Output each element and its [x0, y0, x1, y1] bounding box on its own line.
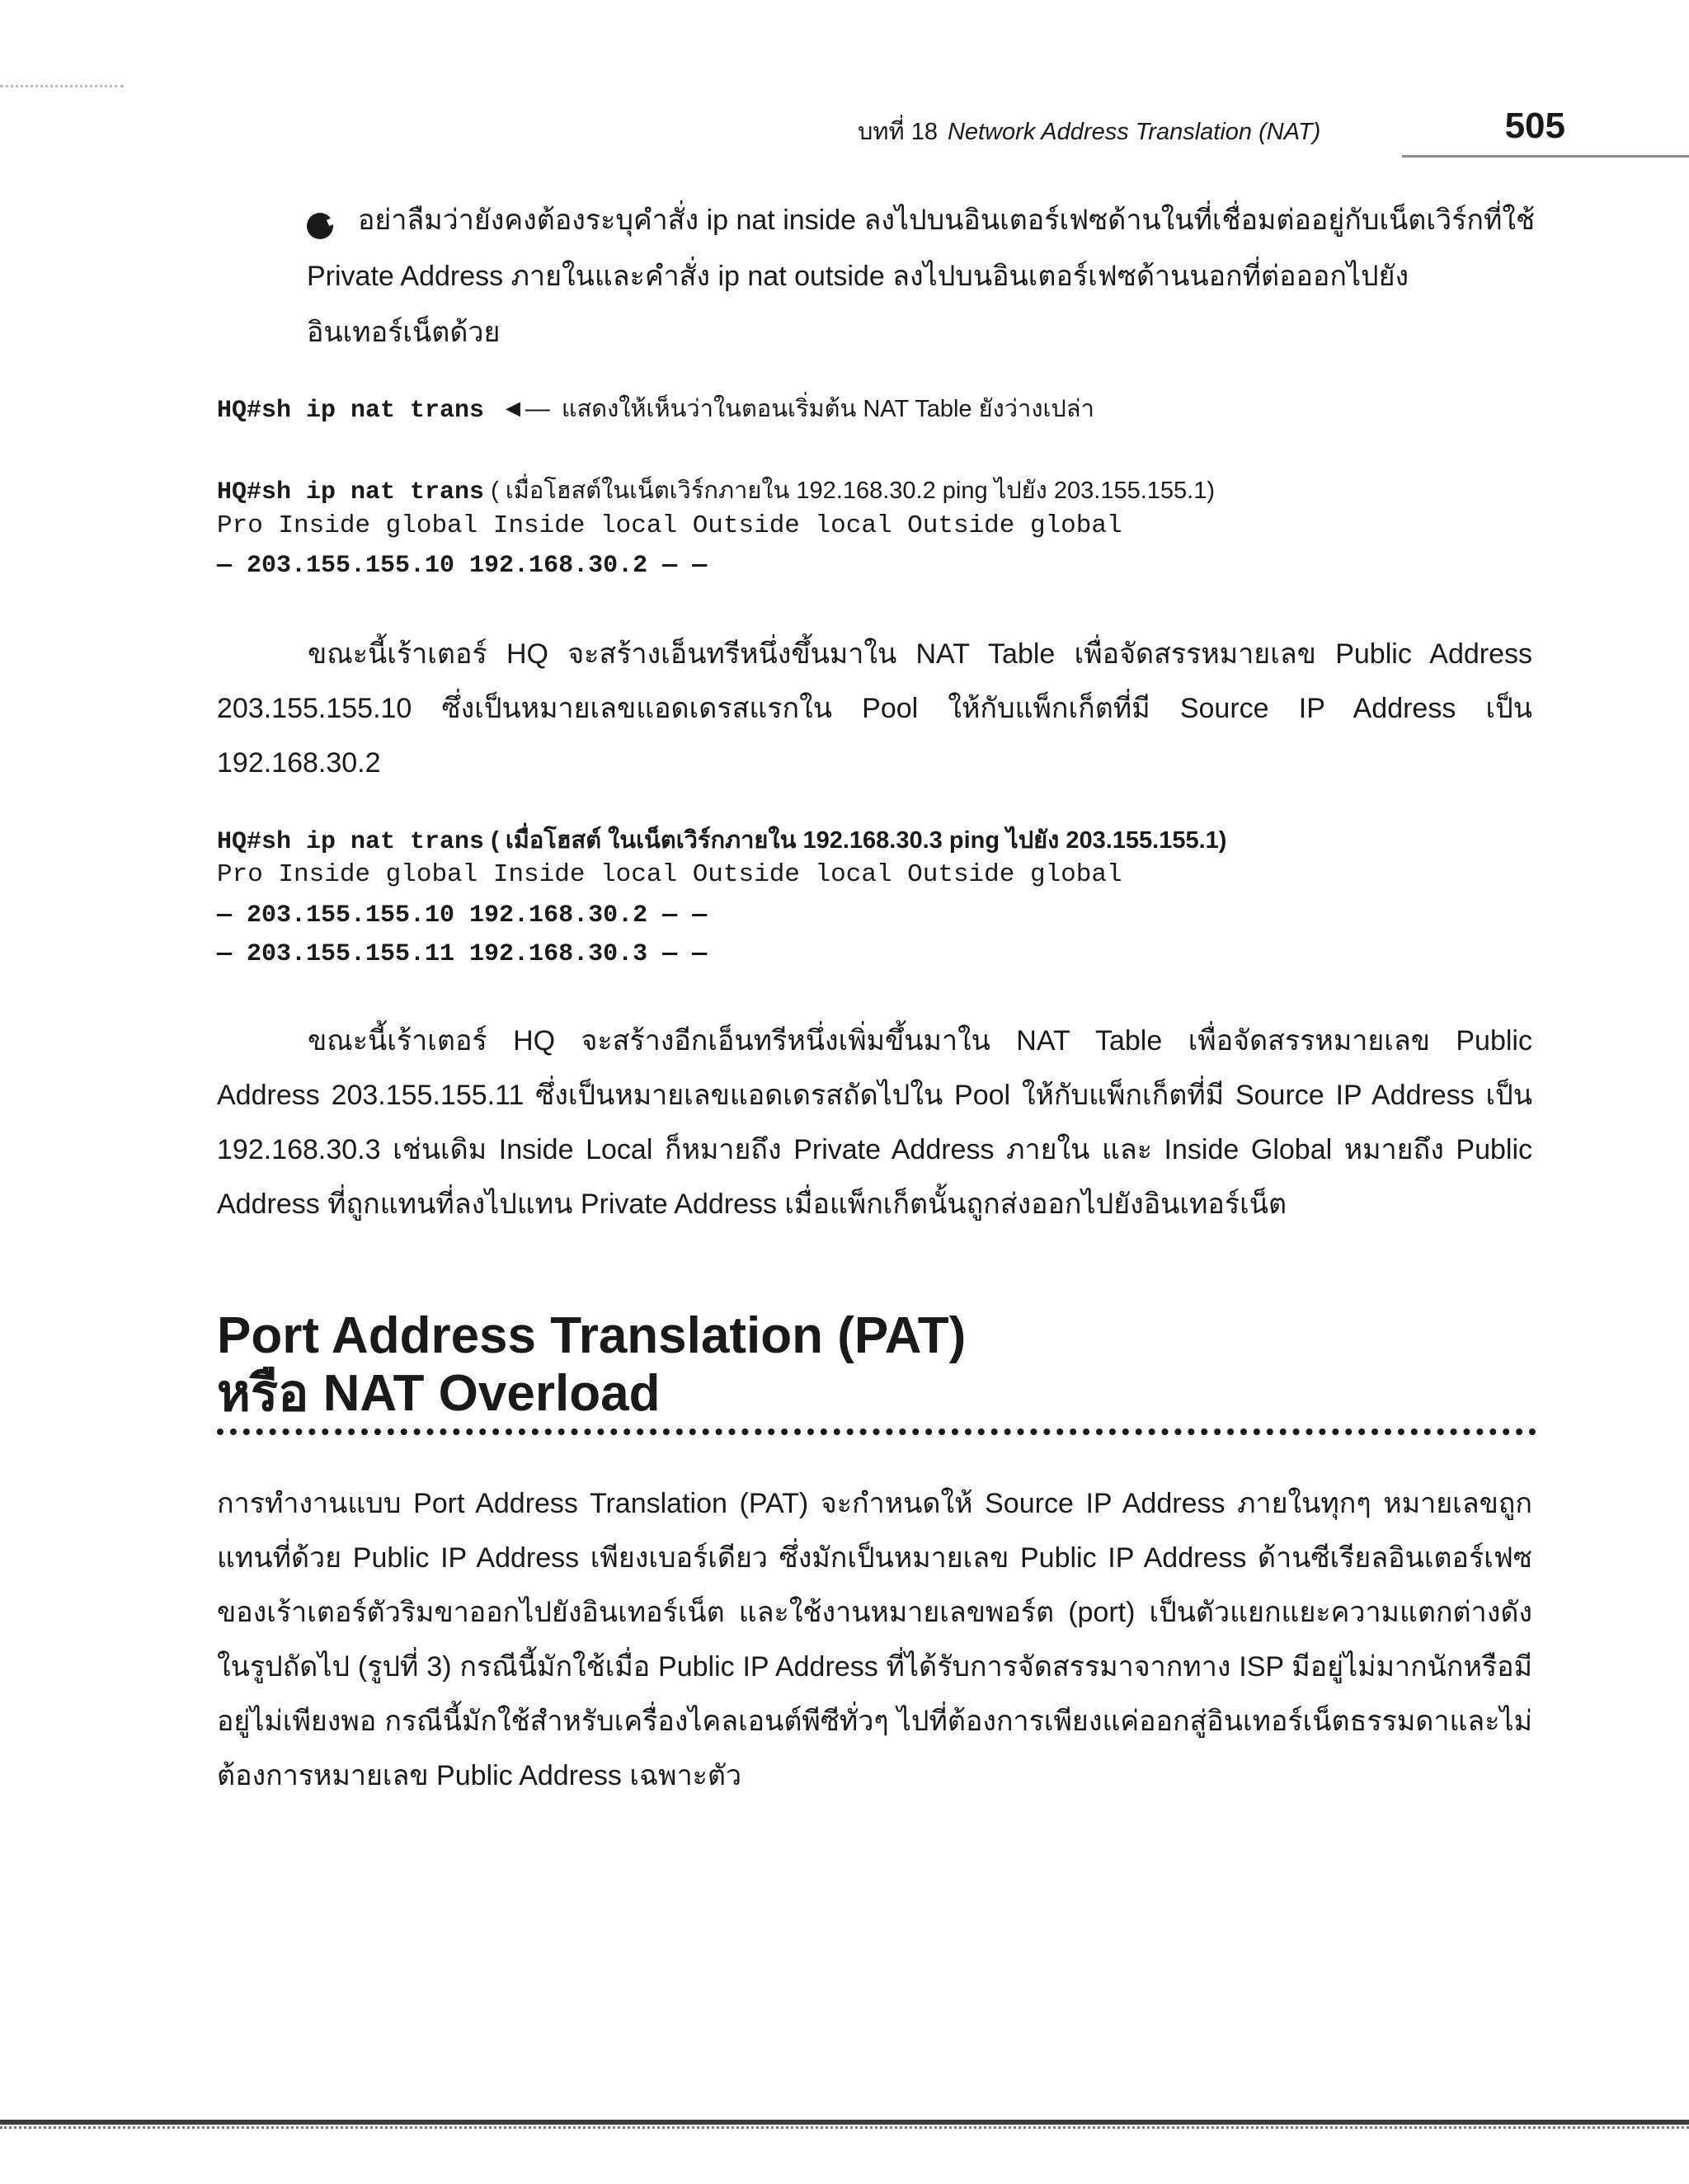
bottom-scan-dots [0, 2126, 1689, 2129]
paragraph-3-text: การทำงานแบบ Port Address Translation (PAT) จะกำหนดให้ Source IP Address ภายในทุกๆ หมายเลขถูกแทนที่ด้วย Public IP Address เพียงเบอร์เดียว ซึ่งมักเป็นหมายเลข Public IP Address ด้านซีเรียลอินเตอร์เฟซของเร้าเตอร์ตัวริมขาออกไปยังอินเทอร์เน็ต และใช้งานหมายเลขพอร์ต (port) เป็นตัวแยกแยะความแตกต่างดังในรูปถัดไป (รูปที่ 3) กรณีนี้มักใช้เมื่อ Public IP Address ที่ได้รับการจัดสรรมาจากทาง ISP มีอยู่ไม่มากนักหรือมีอยู่ไม่เพียงพอ กรณีนี้มักใช้สำหรับเครื่องไคลเอนต์พีซีทั่วๆ ไปที่ต้องการเพียงแค่ออกสู่อินเทอร์เน็ตธรรมดาและไม่ต้องการหมายเลข Public Address เฉพาะตัว [217, 1488, 1532, 1791]
paragraph-2-text: ขณะนี้เร้าเตอร์ HQ จะสร้างอีกเอ็นทรีหนึ่งเพิ่มขึ้นมาใน NAT Table เพื่อจัดสรรหมายเลข Public Address 203.155.155.11 ซึ่งเป็นหมายเลขแอดเดรสถัดไปใน Pool ให้กับแพ็กเก็ตที่มี Source IP Address เป็น 192.168.30.3 เช่นเดิม Inside Local ก็หมายถึง Private Address ภายใน และ Inside Global หมายถึง Public Address ที่ถูกแทนที่ลงไปแทน Private Address เมื่อแพ็กเก็ตนั้นถูกส่งออกไปยังอินเทอร์เน็ต [217, 1025, 1532, 1220]
command-note: ( เมื่อโฮสต์ในเน็ตเวิร์กภายใน 192.168.30.2 ping ไปยัง 203.155.155.1) [491, 478, 1215, 504]
bullet-paragraph [307, 192, 1544, 360]
section-heading-line-1: Port Address Translation (PAT) [217, 1307, 967, 1364]
running-header-text [858, 112, 1320, 150]
paragraph-3 [217, 1476, 1532, 1803]
code-line-2 [217, 471, 1215, 509]
header-rule [1402, 155, 1689, 158]
command-note: ( เมื่อโฮสต์ ในเน็ตเวิร์กภายใน 192.168.30.3 ping ไปยัง 203.155.155.1) [491, 827, 1227, 854]
section-heading-line-2: หรือ NAT Overload [217, 1365, 661, 1422]
chapter-label: บทที่ 18 [858, 119, 938, 145]
code-line-3 [217, 821, 1226, 859]
bullet-paragraph-text: อย่าลืมว่ายังคงต้องระบุคำสั่ง ip nat inside ลงไปบนอินเตอร์เฟซด้านในที่เชื่อมต่ออยู่กับเน็ตเวิร์กที่ใช้ Private Address ภายในและคำสั่ง ip nat outside ลงไปบนอินเตอร์เฟซด้านนอกที่ต่อออกไปยังอินเทอร์เน็ตด้วย [307, 205, 1536, 348]
nat-table-row: — 203.155.155.11 192.168.30.3 — — [217, 940, 708, 968]
command-prompt: HQ#sh ip nat trans [217, 828, 485, 856]
heading-dotted-rule [217, 1429, 1536, 1435]
running-header [858, 106, 1565, 147]
command-prompt: HQ#sh ip nat trans [217, 397, 485, 425]
nat-table-row: — 203.155.155.10 192.168.30.2 — — [217, 901, 708, 930]
command-note: แสดงให้เห็นว่าในตอนเริ่มต้น NAT Table ยังว่างเปล่า [561, 396, 1094, 422]
left-arrow-icon: ◄— [501, 395, 550, 422]
scan-artifact-dots [0, 85, 124, 87]
bottom-scan-edge [0, 2120, 1689, 2125]
page-number: 505 [1504, 106, 1565, 146]
chapter-title: Network Address Translation (NAT) [947, 119, 1321, 145]
paragraph-1-text: ขณะนี้เร้าเตอร์ HQ จะสร้างเอ็นทรีหนึ่งขึ้นมาใน NAT Table เพื่อจัดสรรหมายเลข Public Address 203.155.155.10 ซึ่งเป็นหมายเลขแอดเดรสแรกใน Pool ให้กับแพ็กเก็ตที่มี Source IP Address เป็น 192.168.30.2 [217, 638, 1532, 779]
section-heading [217, 1307, 966, 1423]
nat-table-row: — 203.155.155.10 192.168.30.2 — — [217, 552, 708, 580]
command-prompt: HQ#sh ip nat trans [217, 478, 485, 506]
paragraph-1 [217, 627, 1532, 790]
nat-table-header: Pro Inside global Inside local Outside local Outside global [217, 511, 1122, 540]
paragraph-2 [217, 1014, 1532, 1231]
code-line-1 [217, 389, 1094, 427]
nat-table-header: Pro Inside global Inside local Outside local Outside global [217, 860, 1122, 889]
